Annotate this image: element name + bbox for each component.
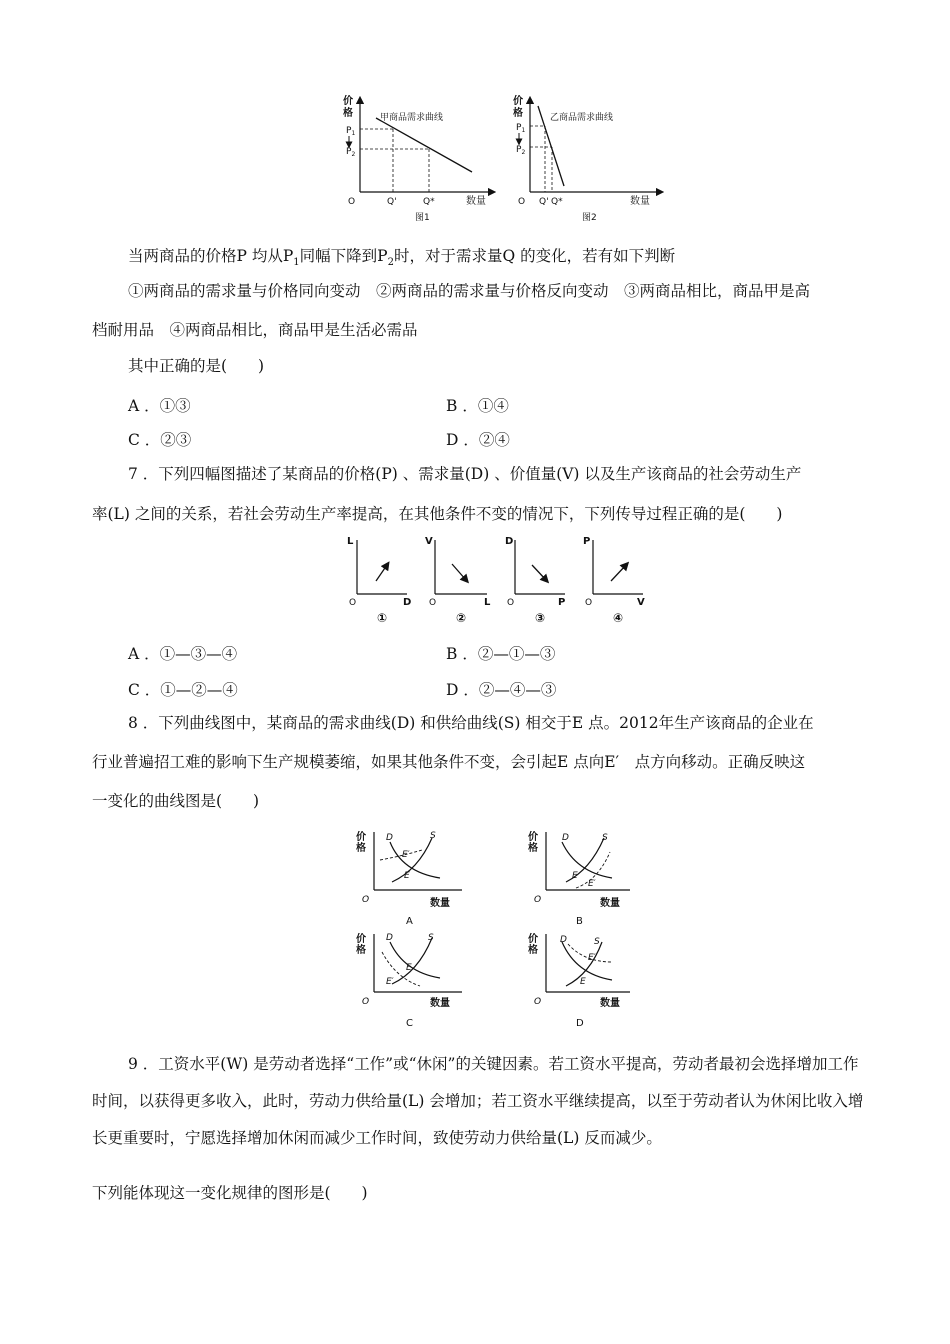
origin-label: O — [507, 598, 515, 608]
svg-text:格: 格 — [356, 945, 366, 956]
svg-text:价: 价 — [356, 832, 366, 843]
fig-caption: 图2 — [582, 213, 597, 223]
q9-ask: 下列能体现这一变化规律的图形是( ) — [92, 1184, 368, 1202]
svg-text:价: 价 — [528, 832, 538, 843]
svg-text:格: 格 — [528, 945, 538, 956]
q9-stem: 9 ．工资水平(W) 是劳动者选择“工作”或“休闲”的关键因素。若工资水平提高，劳动者最初会选择增加工作时间，以获得更多收入，此时，劳动力供给量(L) 会增加；若工资水平继续提高，以至于劳动者认为休闲比收入增长更重要时，宁愿选择增加休闲而减少工作时间，致使劳动力供给量(L) 反而减少。 — [92, 1055, 864, 1147]
p1-label: $P_1$ — [346, 126, 356, 137]
q8-graph-a — [356, 830, 462, 927]
svg-text:D: D — [386, 933, 393, 943]
q8-graph-c — [356, 932, 462, 1029]
q7-option-c[interactable]: C ．①—②—④ — [128, 681, 238, 699]
svg-text:O: O — [362, 997, 370, 1007]
q8-figure — [340, 828, 640, 1034]
q6-judgments-line-1: ①两商品的需求量与价格同向变动 ②两商品的需求量与价格反向变动 ③两商品相比，商品甲是高 — [128, 282, 811, 300]
svg-text:格: 格 — [528, 843, 538, 854]
svg-text:D: D — [562, 833, 569, 843]
q7-option-d[interactable]: D ．②—④—③ — [446, 681, 557, 699]
svg-text:E: E — [404, 871, 410, 881]
origin-label: O — [518, 197, 526, 207]
q7-option-b[interactable]: B ．②—①—③ — [446, 645, 556, 663]
y-axis-label-1: 价 — [513, 96, 523, 107]
p2-label: $P_2$ — [346, 147, 356, 158]
q8-graph-b — [528, 830, 630, 927]
y-axis-label-2: 格 — [513, 108, 523, 119]
curve-label-b: 乙商品需求曲线 — [550, 113, 614, 123]
q7-figure-svg — [343, 536, 653, 628]
svg-text:B: B — [576, 916, 583, 927]
svg-text:A: A — [406, 916, 413, 927]
demand-curve-a — [376, 118, 472, 172]
q7-figure — [343, 536, 653, 628]
svg-text:价: 价 — [528, 934, 538, 945]
q-star-label: Q* — [551, 197, 563, 207]
svg-text:S: S — [430, 831, 436, 841]
q7-graph-4 — [583, 536, 645, 625]
q-star-label: Q* — [423, 197, 435, 207]
graph-number: ① — [377, 611, 388, 625]
q6-figure — [330, 92, 670, 228]
svg-text:D: D — [560, 935, 567, 945]
svg-text:E: E — [572, 871, 578, 881]
svg-text:E: E — [406, 963, 412, 973]
svg-text:数量: 数量 — [430, 998, 450, 1009]
svg-text:S: S — [594, 937, 600, 947]
svg-text:数量: 数量 — [600, 898, 620, 909]
q8-stem-line-1: 8 ．下列曲线图中，某商品的需求曲线(D) 和供给曲线(S) 相交于E 点。2012年生产该商品的企业在 — [128, 714, 814, 732]
q6-ask: 其中正确的是( ) — [128, 357, 265, 375]
fig-caption: 图1 — [415, 213, 430, 223]
q8-graph-d — [528, 932, 630, 1029]
svg-text:O: O — [362, 895, 370, 905]
q6-option-b[interactable]: B ．①④ — [446, 397, 509, 415]
graph-number: ③ — [535, 611, 546, 625]
origin-label: O — [585, 598, 593, 608]
svg-text:数量: 数量 — [600, 998, 620, 1009]
svg-text:E′: E′ — [402, 850, 410, 860]
q6-graph-2 — [513, 94, 660, 223]
q7-graph-1 — [347, 536, 411, 625]
y-axis-label-2: 格 — [343, 108, 353, 119]
svg-text:O: O — [534, 895, 542, 905]
q8-figure-svg — [340, 828, 640, 1034]
y-axis-letter: V — [425, 536, 433, 547]
q6-stem: 当两商品的价格P 均从$P_1$同幅下降到$P_2$时，对于需求量Q 的变化，若有如下判断 — [128, 247, 676, 269]
svg-text:D: D — [386, 833, 393, 843]
y-axis-letter: P — [583, 536, 591, 547]
y-axis-letter: L — [347, 536, 354, 547]
origin-label: O — [349, 598, 357, 608]
p2-label: $P_2$ — [516, 145, 526, 156]
x-axis-letter: P — [558, 597, 566, 608]
svg-text:D: D — [576, 1018, 584, 1029]
svg-text:数量: 数量 — [430, 898, 450, 909]
q7-stem-line-2: 率(L) 之间的关系，若社会劳动生产率提高，在其他条件不变的情况下，下列传导过程正确的是( ) — [92, 505, 783, 523]
q6-figure-svg — [330, 92, 670, 228]
svg-text:E′: E′ — [386, 977, 394, 987]
q6-option-c[interactable]: C ．②③ — [128, 431, 192, 449]
origin-label: O — [429, 598, 437, 608]
x-axis-label: 数量 — [630, 196, 650, 207]
y-axis-label-1: 价 — [343, 96, 353, 107]
q6-option-a[interactable]: A ．①③ — [128, 397, 191, 415]
q6-graph-1 — [343, 94, 492, 223]
graph-number: ④ — [613, 611, 624, 625]
x-axis-label: 数量 — [466, 196, 486, 207]
q7-graph-2 — [425, 536, 491, 625]
q7-stem-line-1: 7 ．下列四幅图描述了某商品的价格(P) 、需求量(D) 、价值量(V) 以及生产该商品的社会劳动生产 — [128, 465, 802, 483]
svg-text:S: S — [428, 933, 434, 943]
q8-stem-line-2: 行业普遍招工难的影响下生产规模萎缩，如果其他条件不变，会引起E 点向E′ 点方向移动。正确反映这 — [92, 753, 806, 771]
svg-text:E′: E′ — [588, 953, 596, 963]
svg-text:S: S — [602, 833, 608, 843]
p1-label: $P_1$ — [516, 123, 526, 134]
svg-text:C: C — [406, 1018, 413, 1029]
svg-text:E: E — [580, 977, 586, 987]
svg-text:价: 价 — [356, 934, 366, 945]
q-prime-label: Q' — [387, 197, 397, 207]
x-axis-letter: V — [637, 597, 645, 608]
curve-label-a: 甲商品需求曲线 — [380, 113, 444, 123]
y-axis-letter: D — [505, 536, 514, 547]
svg-text:E′: E′ — [588, 879, 596, 889]
origin-label: O — [348, 197, 356, 207]
q8-stem-line-3: 一变化的曲线图是( ) — [92, 792, 260, 810]
svg-text:O: O — [534, 997, 542, 1007]
graph-number: ② — [456, 611, 467, 625]
q-prime-label: Q' — [539, 197, 549, 207]
q7-graph-3 — [505, 536, 565, 625]
x-axis-letter: L — [484, 597, 491, 608]
q6-judgments-line-2: 档耐用品 ④两商品相比，商品甲是生活必需品 — [92, 321, 418, 339]
svg-text:格: 格 — [356, 843, 366, 854]
q7-option-a[interactable]: A ．①—③—④ — [128, 645, 238, 663]
x-axis-letter: D — [403, 597, 412, 608]
q6-option-d[interactable]: D ．②④ — [446, 431, 510, 449]
